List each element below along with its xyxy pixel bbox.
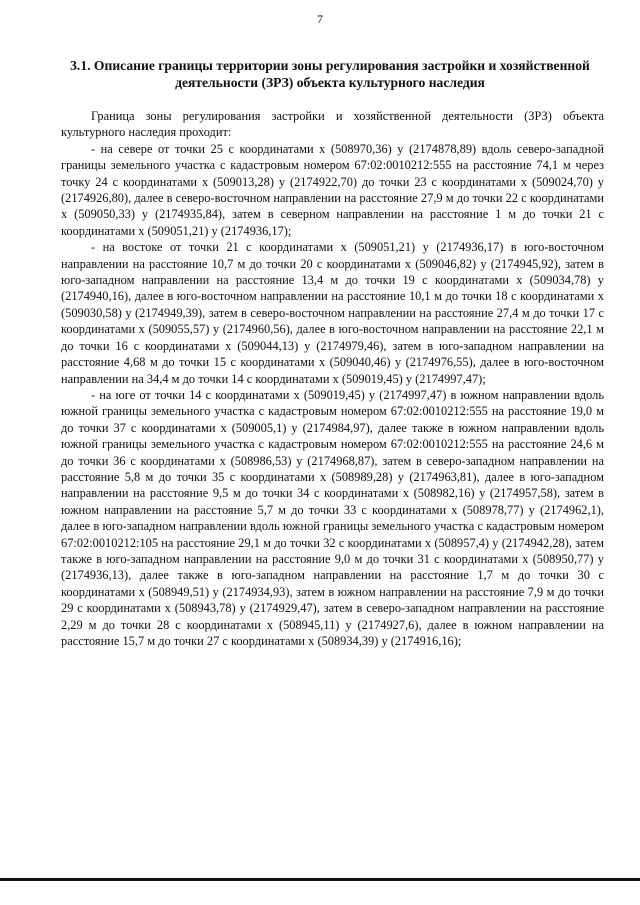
page-bottom-rule — [0, 878, 640, 881]
document-body — [61, 108, 604, 649]
north-boundary-paragraph: - на севере от точки 25 с координатами x (508970,36) y (2174878,89) вдоль северо-западной границы земельного участка с кадастровым номером 67:02:0010212:555 на расстояние 74,1 м через точку 24 с координатами x (509013,28) y (2174922,70) до точки 23 с координатами x (509024,70) y (2174926,80), далее в северо-восточном направлении на расстояние 27,9 м до точки 22 с координатами x (509050,33) y (2174935,84), затем в северном направлении на расстояние 1 м до точки 21 с координатами x (509051,21) y (2174936,17); — [61, 141, 604, 238]
south-boundary-paragraph: - на юге от точки 14 с координатами x (509019,45) y (2174997,47) в южном направлении вдоль южной границы земельного участка с кадастровым номером 67:02:0010212:555 на расстояние 19,0 м до точки 37 с координатами x (509005,1) y (2174984,97), далее также в южном направлении вдоль южной границы земельного участка с кадастровым номером 67:02:0010212:555 на расстояние 24,6 м до точки 36 с координатами x (508986,53) y (2174968,87), затем в северо-западном направлении на расстояние 5,8 м до точки 35 с координатами x (508989,28) y (2174963,81), далее в юго-западном направлении на расстояние 9,5 м до точки 34 с координатами x (508982,16) y (2174957,58), затем в южном направлении на расстояние 5,7 м до точки 33 с координатами x (508978,77) y (2174962,1), далее в юго-западном направлении вдоль южной границы земельного участка с кадастровым номером 67:02:0010212:105 на расстояние 29,1 м до точки 32 с координатами x (508957,4) y (2174942,28), затем также в юго-западном направлении на расстояние 9,0 м до точки 31 с координатами x (508950,77) y (2174936,13), далее также в юго-западном направлении на расстояние 1,7 м до точки 30 с координатами x (508949,51) y (2174934,93), затем в южном направлении на расстояние 7,9 м до точки 29 с координатами x (508943,78) y (2174929,47), затем в северо-западном направлении на расстояние 2,29 м до точки 28 с координатами x (508945,11) y (2174927,6), далее в южном направлении на расстояние 15,7 м до точки 27 с координатами x (508934,39) y (2174916,16); — [61, 387, 604, 648]
section-heading: 3.1. Описание границы территории зоны регулирования застройки и хозяйственной деятельности (ЗРЗ) объекта культурного наследия — [70, 58, 590, 90]
east-boundary-paragraph: - на востоке от точки 21 с координатами x (509051,21) y (2174936,17) в юго-восточном направлении на расстояние 10,7 м до точки 20 с координатами x (509046,82) y (2174945,92), затем в юго-западном направлении на расстояние 13,4 м до точки 19 с координатами x (509034,78) y (2174940,16), далее в юго-восточном направлении на расстояние 10,1 м до точки 18 с координатами x (509030,58) y (2174949,39), затем в северо-восточном направлении на расстояние 27,4 м до точки 17 с координатами x (509055,57) y (2174960,56), далее в юго-восточном направлении на расстояние 22,1 м до точки 16 с координатами x (509044,13) y (2174979,46), затем в юго-западном направлении на расстояние 4,68 м до точки 15 с координатами x (509040,46) y (2174976,55), далее в юго-восточном направлении на 34,4 м до точки 14 с координатами x (509019,45) y (2174997,47); — [61, 240, 604, 386]
intro-paragraph: Граница зоны регулирования застройки и хозяйственной деятельности (ЗРЗ) объекта культурного наследия проходит: — [61, 109, 604, 140]
page-number: 7 — [317, 12, 323, 26]
